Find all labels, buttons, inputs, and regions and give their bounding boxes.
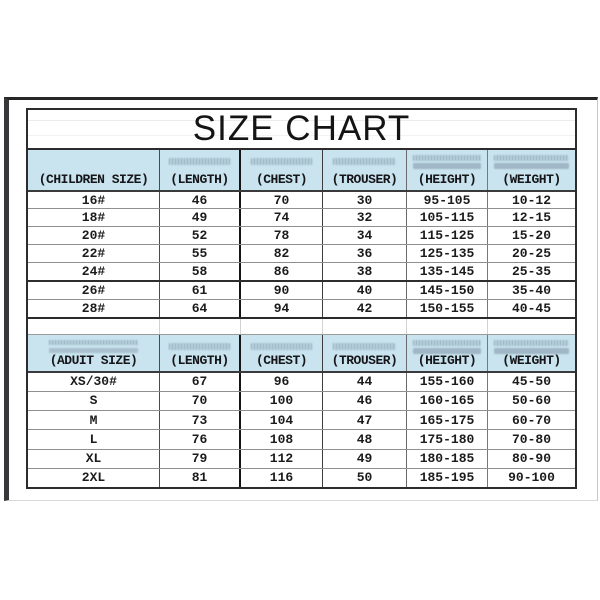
table-cell: 73 bbox=[160, 411, 241, 429]
table-cell: 81 bbox=[160, 469, 241, 487]
table-cell: M bbox=[28, 411, 160, 429]
table-cell: 76 bbox=[160, 430, 241, 448]
adult-table-rows bbox=[28, 373, 575, 487]
blurred-text-smudge bbox=[333, 158, 396, 165]
column-header-label: (LENGTH) bbox=[170, 171, 229, 187]
table-cell: 112 bbox=[241, 450, 323, 468]
blurred-text-smudge bbox=[413, 155, 482, 161]
column-header-label: (TROUSER) bbox=[331, 352, 398, 368]
table-cell: 165-175 bbox=[407, 411, 488, 429]
table-cell: 10-12 bbox=[511, 192, 551, 208]
page-title: SIZE CHART bbox=[192, 109, 411, 149]
blurred-text-smudge bbox=[169, 158, 229, 165]
table-cell: XL bbox=[28, 450, 160, 468]
table-row bbox=[28, 300, 575, 317]
gap-cell bbox=[28, 319, 160, 334]
table-cell: S bbox=[28, 392, 160, 410]
table-row bbox=[28, 282, 575, 300]
table-cell: 28# bbox=[28, 300, 160, 317]
table-cell: 49 bbox=[160, 209, 241, 226]
table-cell: 95-105 bbox=[407, 192, 488, 209]
table-cell: 104 bbox=[241, 411, 323, 429]
blurred-text-smudge bbox=[169, 343, 229, 350]
gap-cell bbox=[488, 319, 575, 334]
gap-cell bbox=[407, 319, 488, 334]
table-row bbox=[28, 411, 575, 430]
table-row bbox=[28, 227, 575, 245]
table-cell: 58 bbox=[160, 263, 241, 280]
column-header-label: (CHILDREN SIZE) bbox=[38, 171, 149, 187]
table-row bbox=[28, 209, 575, 227]
table-cell: 67 bbox=[160, 373, 241, 391]
table-cell: 145-150 bbox=[407, 282, 488, 299]
children-table-rows bbox=[28, 192, 575, 317]
column-header-height bbox=[407, 150, 488, 190]
table-cell: 24# bbox=[28, 263, 160, 280]
table-cell: 15-20 bbox=[511, 228, 551, 244]
table-row bbox=[28, 469, 575, 487]
table-cell: 52 bbox=[160, 227, 241, 244]
gap-cell bbox=[160, 319, 241, 334]
column-header-label: (CHEST) bbox=[255, 171, 308, 187]
table-cell: 74 bbox=[241, 209, 323, 226]
column-header-label: (LENGTH) bbox=[170, 352, 229, 368]
table-cell: 30 bbox=[323, 192, 407, 209]
title-box bbox=[28, 110, 575, 150]
table-cell: 61 bbox=[160, 282, 241, 299]
column-header-weight bbox=[488, 150, 575, 190]
table-cell: 22# bbox=[28, 245, 160, 262]
table-cell: 70 bbox=[160, 392, 241, 410]
column-header-label: (ADUIT SIZE) bbox=[49, 352, 138, 368]
column-header-chest bbox=[241, 150, 323, 190]
column-header-adult-size bbox=[28, 335, 160, 371]
blurred-text-smudge bbox=[333, 343, 396, 350]
table-cell: 105-115 bbox=[407, 209, 488, 226]
table-cell: L bbox=[28, 430, 160, 448]
table-cell: 45-50 bbox=[511, 374, 551, 390]
table-cell: 100 bbox=[241, 392, 323, 410]
column-header-length bbox=[160, 150, 241, 190]
table-cell: 86 bbox=[241, 263, 323, 280]
table-cell: 55 bbox=[160, 245, 241, 262]
table-cell: 38 bbox=[323, 263, 407, 280]
blurred-text-smudge bbox=[251, 158, 313, 165]
table-cell: 78 bbox=[241, 227, 323, 244]
column-header-label: (CHEST) bbox=[255, 352, 308, 368]
table-cell: 48 bbox=[323, 430, 407, 448]
table-cell: 94 bbox=[241, 300, 323, 317]
table-row bbox=[28, 450, 575, 469]
column-header-label: (HEIGHT) bbox=[417, 171, 477, 187]
column-header-label: (TROUSER) bbox=[331, 171, 398, 187]
table-cell: 12-15 bbox=[511, 210, 551, 226]
column-header-label: (WEIGHT) bbox=[502, 352, 561, 368]
column-header-chest bbox=[241, 335, 323, 371]
adult-table-header bbox=[28, 334, 575, 373]
table-cell: 47 bbox=[323, 411, 407, 429]
table-cell: 50 bbox=[323, 469, 407, 487]
table-cell: 185-195 bbox=[407, 469, 488, 487]
table-cell: 32 bbox=[323, 209, 407, 226]
column-header-length bbox=[160, 335, 241, 371]
blurred-text-smudge bbox=[494, 155, 569, 161]
column-header-height bbox=[407, 335, 488, 371]
table-cell: 44 bbox=[323, 373, 407, 391]
table-cell: 82 bbox=[241, 245, 323, 262]
table-cell: 2XL bbox=[28, 469, 160, 487]
table-cell: 115-125 bbox=[407, 227, 488, 244]
table-cell: 116 bbox=[241, 469, 323, 487]
table-row bbox=[28, 263, 575, 282]
table-row bbox=[28, 245, 575, 263]
blurred-text-smudge bbox=[251, 343, 313, 350]
table-row bbox=[28, 373, 575, 392]
table-cell: XS/30# bbox=[28, 373, 160, 391]
table-cell: 20-25 bbox=[511, 246, 551, 262]
table-cell: 64 bbox=[160, 300, 241, 317]
table-cell: 26# bbox=[28, 282, 160, 299]
column-header-weight bbox=[488, 335, 575, 371]
table-cell: 79 bbox=[160, 450, 241, 468]
table-cell: 35-40 bbox=[511, 283, 551, 299]
table-cell: 40-45 bbox=[511, 300, 551, 316]
column-header-label: (WEIGHT) bbox=[502, 171, 561, 187]
table-cell: 125-135 bbox=[407, 245, 488, 262]
table-cell: 46 bbox=[323, 392, 407, 410]
column-header-trouser bbox=[323, 335, 407, 371]
table-row bbox=[28, 430, 575, 449]
children-table-header bbox=[28, 150, 575, 192]
table-cell: 36 bbox=[323, 245, 407, 262]
table-cell: 60-70 bbox=[511, 412, 551, 428]
table-row bbox=[28, 192, 575, 210]
table-cell: 20# bbox=[28, 227, 160, 244]
table-cell: 50-60 bbox=[511, 393, 551, 409]
table-cell: 180-185 bbox=[407, 450, 488, 468]
table-cell: 96 bbox=[241, 373, 323, 391]
table-cell: 90 bbox=[241, 282, 323, 299]
table-cell: 34 bbox=[323, 227, 407, 244]
table-cell: 42 bbox=[323, 300, 407, 317]
gap-cell bbox=[241, 319, 323, 334]
column-header-label: (HEIGHT) bbox=[417, 352, 477, 368]
table-cell: 155-160 bbox=[407, 373, 488, 391]
size-chart-table bbox=[26, 108, 577, 489]
column-header-children-size bbox=[28, 150, 160, 190]
table-cell: 135-145 bbox=[407, 263, 488, 280]
table-cell: 160-165 bbox=[407, 392, 488, 410]
table-cell: 80-90 bbox=[511, 451, 551, 467]
table-cell: 25-35 bbox=[511, 264, 551, 280]
table-cell: 70 bbox=[241, 192, 323, 209]
table-cell: 90-100 bbox=[508, 470, 555, 486]
blurred-text-smudge bbox=[49, 340, 138, 345]
table-cell: 40 bbox=[323, 282, 407, 299]
blurred-text-smudge bbox=[413, 340, 482, 346]
table-cell: 49 bbox=[323, 450, 407, 468]
table-row bbox=[28, 392, 575, 411]
table-cell: 70-80 bbox=[511, 431, 551, 447]
column-header-trouser bbox=[323, 150, 407, 190]
table-cell: 108 bbox=[241, 430, 323, 448]
table-gap-row bbox=[28, 317, 575, 334]
gap-cell bbox=[323, 319, 407, 334]
blurred-text-smudge bbox=[494, 340, 569, 346]
table-cell: 16# bbox=[28, 192, 160, 209]
table-cell: 175-180 bbox=[407, 430, 488, 448]
table-cell: 46 bbox=[160, 192, 241, 209]
table-cell: 150-155 bbox=[407, 300, 488, 317]
table-cell: 18# bbox=[28, 209, 160, 226]
